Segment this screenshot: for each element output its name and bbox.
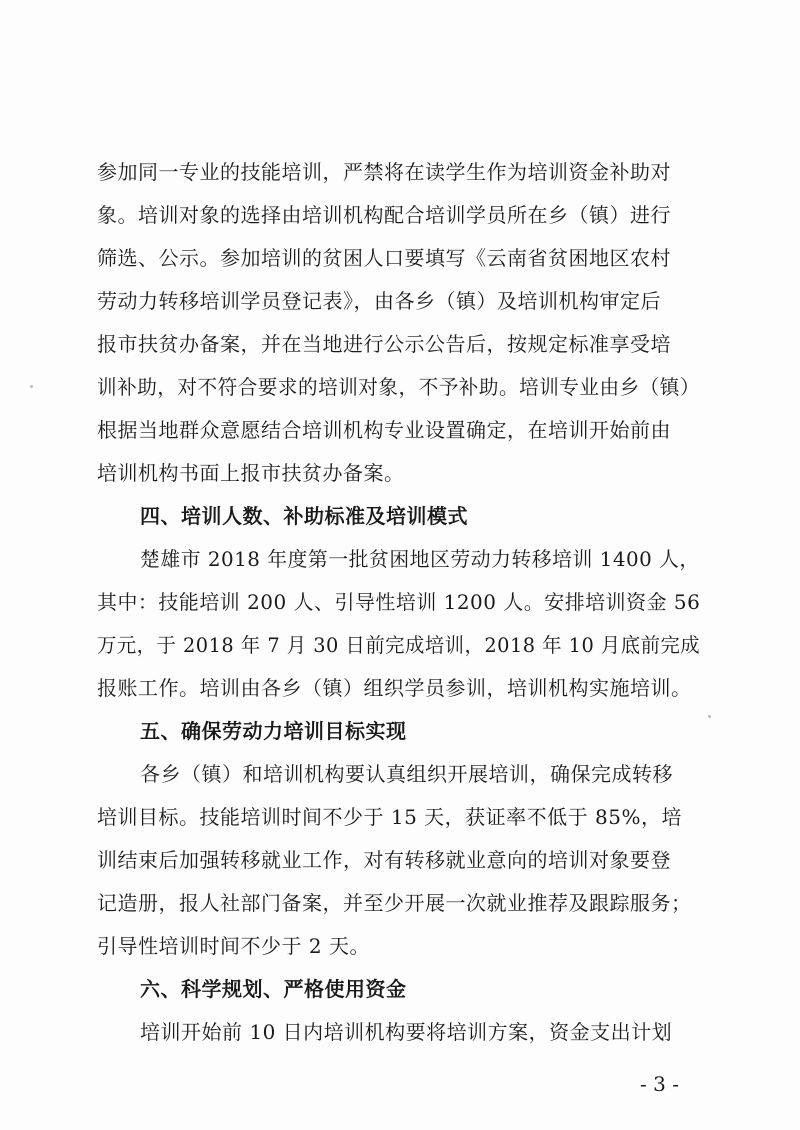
paragraph-line: 根据当地群众意愿结合培训机构专业设置确定，在培训开始前由 — [97, 418, 671, 442]
paragraph-line: 筛选、公示。参加培训的贫困人口要填写《云南省贫困地区农村 — [97, 246, 671, 270]
paragraph-line: 培训开始前 10 日内培训机构要将培训方案，资金支出计划 — [140, 1020, 673, 1044]
paragraph-line: 报账工作。培训由各乡（镇）组织学员参训，培训机构实施培训。 — [97, 676, 692, 700]
section-heading-4: 四、培训人数、补助标准及培训模式 — [140, 504, 468, 528]
paragraph-line: 训结束后加强转移就业工作，对有转移就业意向的培训对象要登 — [97, 848, 671, 872]
paragraph-line: 劳动力转移培训学员登记表》，由各乡（镇）及培训机构审定后 — [97, 289, 661, 313]
paragraph-line: 象。培训对象的选择由培训机构配合培训学员所在乡（镇）进行 — [97, 203, 671, 227]
paragraph-line: 各乡（镇）和培训机构要认真组织开展培训，确保完成转移 — [140, 762, 673, 786]
paragraph-line: 引导性培训时间不少于 2 天。 — [97, 934, 370, 958]
scan-speck — [708, 715, 711, 718]
paragraph-line: 记造册，报人社部门备案，并至少开展一次就业推荐及跟踪服务； — [97, 891, 692, 915]
paragraph-line: 报市扶贫办备案，并在当地进行公示公告后，按规定标准享受培 — [97, 332, 671, 356]
scan-speck — [30, 385, 33, 388]
paragraph-line: 培训目标。技能培训时间不少于 15 天，获证率不低于 85%，培 — [97, 805, 682, 829]
paragraph-line: 培训机构书面上报市扶贫办备案。 — [97, 461, 405, 485]
paragraph-line: 参加同一专业的技能培训，严禁将在读学生作为培训资金补助对 — [97, 160, 671, 184]
paragraph-line: 万元，于 2018 年 7 月 30 日前完成培训，2018 年 10 月底前完成 — [97, 633, 701, 657]
section-heading-5: 五、确保劳动力培训目标实现 — [140, 719, 407, 743]
paragraph-line: 楚雄市 2018 年度第一批贫困地区劳动力转移培训 1400 人， — [140, 547, 700, 571]
page-number: - 3 - — [640, 1072, 679, 1096]
section-heading-6: 六、科学规划、严格使用资金 — [140, 977, 407, 1001]
paragraph-line: 其中：技能培训 200 人、引导性培训 1200 人。安排培训资金 56 — [97, 590, 701, 614]
paragraph-line: 训补助，对不符合要求的培训对象，不予补助。培训专业由乡（镇） — [97, 375, 701, 399]
